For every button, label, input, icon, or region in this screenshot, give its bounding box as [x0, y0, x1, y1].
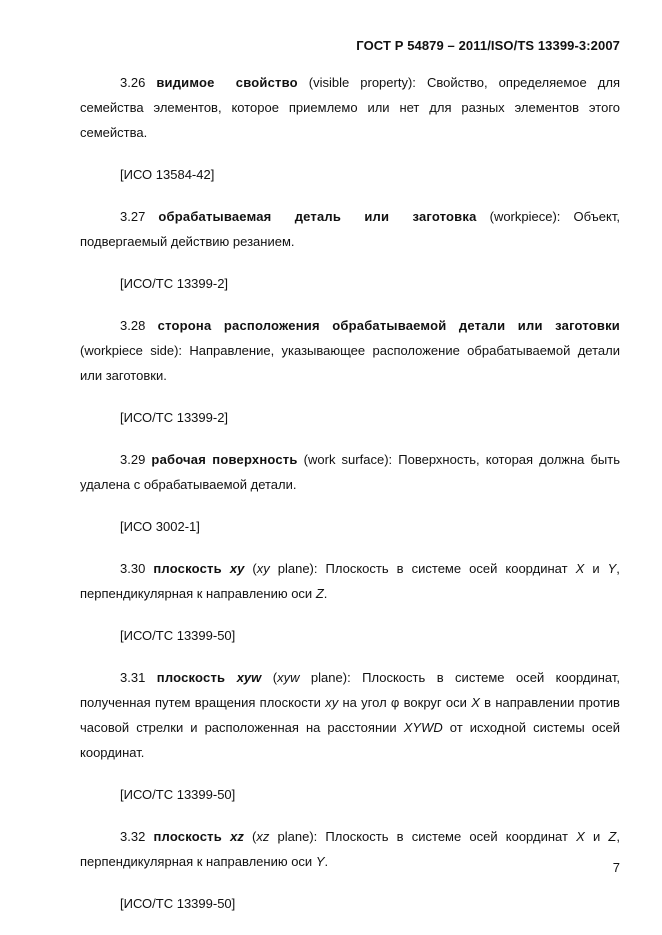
- en-close: ):: [552, 209, 561, 224]
- definition-text: Свойство, определяемое для семейства элементов, которое приемлемо или нет для разных элементов этого семейства.: [80, 75, 620, 140]
- reference-3-29: [ИСО 3002-1]: [120, 519, 200, 534]
- term-en-variable: xz: [256, 829, 270, 844]
- definition-3-28: [80, 313, 620, 388]
- definition-text: Плоскость в системе осей координат: [325, 561, 568, 576]
- document-body: [80, 70, 620, 933]
- definition-3-26: [80, 70, 620, 145]
- definition-text: Плоскость в системе осей координат: [325, 829, 568, 844]
- term-ru: рабочая поверхность: [151, 452, 298, 467]
- document-header: ГОСТ Р 54879 – 2011/ISO/TS 13399-3:2007: [356, 38, 620, 53]
- reference-3-26: [ИСО 13584-42]: [120, 167, 215, 182]
- definition-text: Поверхность, которая должна быть удалена с обрабатываемой детали.: [80, 452, 620, 492]
- entry-number: 3.31: [120, 670, 146, 685]
- reference-3-32: [ИСО/ТС 13399-50]: [120, 896, 236, 911]
- en-open: (: [489, 209, 494, 224]
- term-ru: обрабатываемая деталь или заготовка: [158, 209, 477, 224]
- term-variable: xy: [229, 561, 245, 576]
- en-open: (: [80, 343, 85, 358]
- distance-variable: XYWD: [403, 720, 443, 735]
- term-ru: видимое свойство: [156, 75, 298, 90]
- term-en: visible property: [313, 75, 408, 90]
- en-close: ):: [384, 452, 393, 467]
- conjunction: и: [592, 561, 600, 576]
- entry-number: 3.29: [120, 452, 146, 467]
- en-open: (: [303, 452, 309, 467]
- term-variable: xz: [230, 829, 244, 844]
- en-close: ):: [407, 75, 416, 90]
- entry-number: 3.27: [120, 209, 146, 224]
- entry-number: 3.26: [120, 75, 146, 90]
- definition-text: Объект, подвергаемый действию резанием.: [80, 209, 620, 249]
- term-en-variable: xyw: [277, 670, 300, 685]
- definition-3-29: [80, 447, 620, 497]
- term-variable: xyw: [236, 670, 262, 685]
- reference-3-31: [ИСО/ТС 13399-50]: [120, 787, 236, 802]
- en-open: (: [308, 75, 314, 90]
- definition-text: на угол φ вокруг оси: [342, 695, 467, 710]
- term-en: plane: [310, 670, 343, 685]
- axis-variable: Z: [315, 586, 324, 601]
- definition-text: Направление, указывающее расположение обрабатываемой детали или заготовки.: [80, 343, 620, 383]
- plane-variable: xy: [325, 695, 339, 710]
- term-en: plane: [277, 561, 310, 576]
- entry-number: 3.32: [120, 829, 146, 844]
- definition-3-32: 3.32 плоскость xz (xz plane): Плоскость в системе осей координат X и Z, перпендикулярная к направлению оси Y.: [80, 829, 620, 869]
- definition-text: .: [323, 586, 328, 601]
- term-en: workpiece side: [84, 343, 175, 358]
- axis-variable: Y: [315, 854, 325, 869]
- term-ru: плоскость: [156, 670, 226, 685]
- reference-3-28: [ИСО/ТС 13399-2]: [120, 410, 229, 425]
- reference-3-30: [ИСО/ТС 13399-50]: [120, 628, 236, 643]
- axis-variable: X: [471, 695, 480, 710]
- reference-3-27: [ИСО/ТС 13399-2]: [120, 276, 229, 291]
- page-number: 7: [612, 860, 620, 875]
- en-close: ):: [174, 343, 183, 358]
- definition-text: , перпендикулярная к направлению оси: [80, 561, 620, 601]
- axis-variable: Z: [608, 829, 617, 844]
- definition-text: .: [324, 854, 329, 869]
- term-en: workpiece: [493, 209, 553, 224]
- definition-text: , перпендикулярная к направлению оси: [80, 829, 620, 869]
- definition-text: в направлении против часовой стрелки и расположенная на расстоянии: [80, 695, 620, 735]
- definition-3-31: 3.31 плоскость xyw (xyw plane): Плоскость в системе осей координат, полученная путем вращения плоскости xy на угол φ вокруг оси X в направлении против часовой стрелки и расположенная на расстоянии XYWD от исходной системы осей координат.: [80, 670, 620, 760]
- term-en: plane: [277, 829, 310, 844]
- definition-3-27: [80, 204, 620, 254]
- definition-text: от исходной системы осей координат.: [80, 720, 620, 760]
- term-ru: плоскость: [153, 561, 222, 576]
- term-en-variable: xy: [256, 561, 270, 576]
- term-en: work surface: [308, 452, 385, 467]
- entry-number: 3.28: [120, 318, 146, 333]
- entry-number: 3.30: [120, 561, 146, 576]
- axis-variable: Y: [607, 561, 617, 576]
- definition-3-30: 3.30 плоскость xy (xy plane): Плоскость в системе осей координат X и Y, перпендикулярная к направлению оси Z.: [80, 561, 620, 601]
- axis-variable: X: [575, 561, 585, 576]
- conjunction: и: [592, 829, 601, 844]
- axis-variable: X: [576, 829, 585, 844]
- term-ru: плоскость: [153, 829, 222, 844]
- definition-text: Плоскость в системе осей координат, полученная путем вращения плоскости: [80, 670, 620, 710]
- term-ru: сторона расположения обрабатываемой детали или заготовки: [157, 318, 620, 333]
